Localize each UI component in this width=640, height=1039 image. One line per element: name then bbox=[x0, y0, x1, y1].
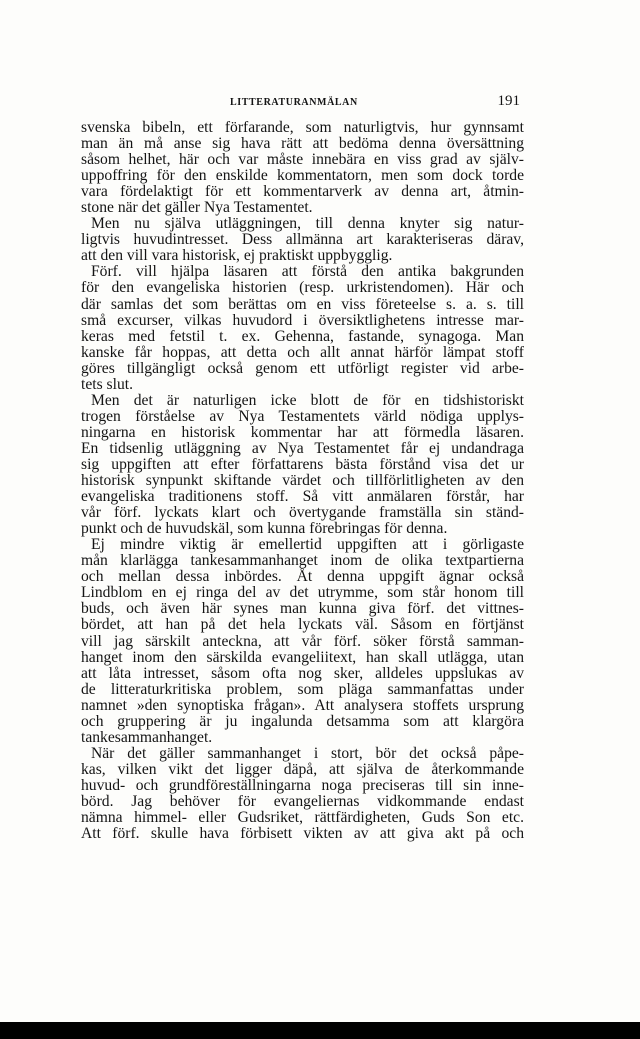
text-line: punkt och de huvudskäl, som kunna förebringas för denna. bbox=[81, 520, 448, 538]
text-line: Men nu själva utläggningen, till denna knyter sig natur- bbox=[91, 215, 524, 233]
text-line: och gruppering är ju ingalunda detsamma som att klargöra bbox=[81, 712, 524, 730]
text-line: och mellan dessa inbördes. Åt denna uppgift ägnar också bbox=[81, 568, 524, 586]
body-text bbox=[81, 120, 524, 842]
text-line: Förf. vill hjälpa läsaren att förstå den antika bakgrunden bbox=[91, 263, 524, 281]
text-line: nämna himmel- eller Gudsriket, rättfärdigheten, Guds Son etc. bbox=[81, 809, 524, 827]
text-line: sig uppgiften att efter författarens bästa förstånd visa det ur bbox=[81, 455, 524, 473]
text-line: ningarna en historisk kommentar har att förmedla läsaren. bbox=[81, 423, 524, 441]
text-line: Lindblom en ej ringa del av det utrymme, som står honom till bbox=[81, 584, 524, 602]
text-line: buds, och även här synes man kunna giva förf. det vittnes- bbox=[81, 600, 524, 618]
text-line: huvud- och grundföreställningarna noga preciseras till sin inne- bbox=[81, 776, 524, 794]
text-line: vara fördelaktigt för ett kommentarverk av denna art, åtmin- bbox=[81, 183, 524, 201]
text-line: hanget inom den särskilda evangeliitext, han skall utlägga, utan bbox=[81, 648, 524, 666]
text-line: keras med fetstil t. ex. Gehenna, fastande, synagoga. Man bbox=[81, 327, 524, 345]
text-line: bördet, att han på det hela lyckats väl. Såsom en förtjänst bbox=[81, 616, 524, 634]
text-line: uppoffring för den enskilde kommentatorn, men som dock torde bbox=[81, 167, 524, 185]
text-line: såsom helhet, här och var måste innebära en viss grad av själv- bbox=[81, 151, 524, 169]
running-title: LITTERATURANMÄLAN bbox=[230, 97, 358, 108]
text-line: historisk synpunkt skiftande värdet och tillförlitligheten av den bbox=[81, 472, 524, 490]
text-line: svenska bibeln, ett förfarande, som naturligtvis, hur gynnsamt bbox=[81, 119, 524, 136]
text-line: Men det är naturligen icke blott de för en tidshistoriskt bbox=[91, 391, 524, 409]
text-line: mån klarlägga tankesammanhanget inom de olika textpartierna bbox=[81, 552, 524, 570]
text-line: Ej mindre viktig är emellertid uppgiften att i görligaste bbox=[91, 536, 524, 554]
text-line: trogen förståelse av Nya Testamentets värld nödiga upplys- bbox=[81, 407, 524, 425]
text-line: där samlas det som berättas om en viss företeelse s. a. s. till bbox=[81, 295, 524, 313]
text-line: Att förf. skulle hava förbisett vikten av att giva akt på och bbox=[81, 825, 524, 843]
text-line: att låta intresset, såsom ofta nog sker, alldeles uppslukas av bbox=[81, 664, 524, 682]
scan-border bbox=[0, 1022, 640, 1039]
text-line: göres tillgängligt också genom ett utförligt register vid arbe- bbox=[81, 359, 524, 377]
page-number: 191 bbox=[497, 93, 520, 109]
text-line: man än må anse sig hava rätt att bedöma denna översättning bbox=[81, 135, 524, 153]
text-line: de litteraturkritiska problem, som pläga sammanfattas under bbox=[81, 680, 524, 698]
text-line: att den vill vara historisk, ej praktiskt uppbygglig. bbox=[81, 247, 393, 265]
text-line: När det gäller sammanhanget i stort, bör det också påpe- bbox=[91, 744, 524, 762]
text-line: ligtvis huvudintresset. Dess allmänna art karakteriseras därav, bbox=[81, 231, 524, 249]
text-line: En tidsenlig utläggning av Nya Testamentet får ej undandraga bbox=[81, 439, 524, 457]
text-line: namnet »den synoptiska frågan». Att analysera stoffets ursprung bbox=[81, 696, 524, 714]
text-line: evangeliska traditionens stoff. Så vitt anmälaren förstår, har bbox=[81, 488, 524, 506]
text-line: små excurser, vilkas huvudord i översiktlighetens intresse mar- bbox=[81, 311, 524, 329]
running-head bbox=[80, 93, 520, 113]
text-line: tets slut. bbox=[81, 375, 133, 393]
text-line: vår förf. lyckats klart och övertygande framställa sin ständ- bbox=[81, 504, 524, 522]
text-line: stone när det gäller Nya Testamentet. bbox=[81, 199, 313, 217]
text-line: för den evangeliska historien (resp. urkristendomen). Här och bbox=[81, 279, 524, 297]
text-line: vill jag särskilt anteckna, att vår förf. söker förstå samman- bbox=[81, 632, 524, 650]
text-line: börd. Jag behöver för evangeliernas vidkommande endast bbox=[81, 792, 524, 810]
text-line: kas, vilken vikt det ligger däpå, att själva de återkommande bbox=[81, 760, 524, 778]
text-line: kanske får hoppas, att detta och allt annat härför lämpat stoff bbox=[81, 343, 524, 361]
text-line: tankesammanhanget. bbox=[81, 728, 213, 746]
